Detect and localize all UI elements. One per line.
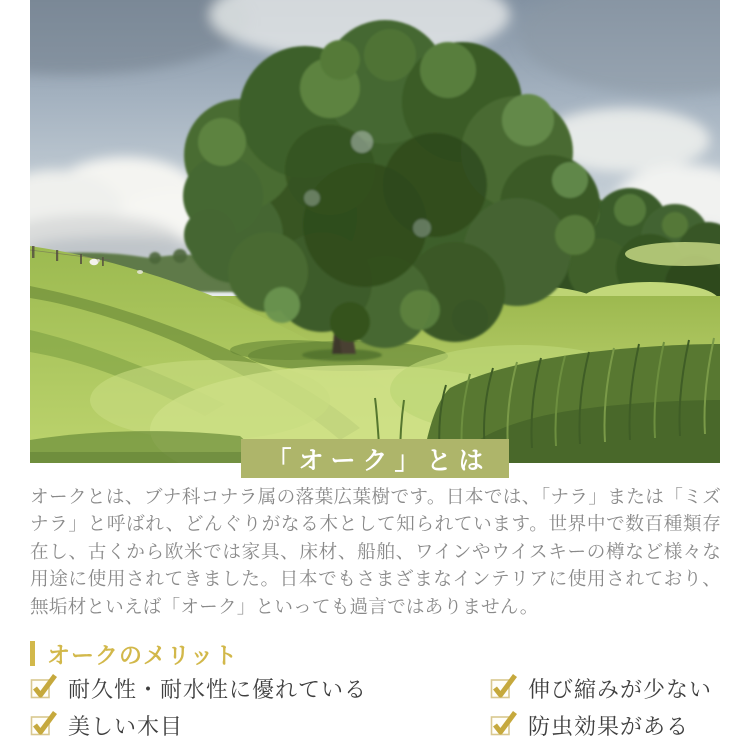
checkbox-check-icon (30, 672, 58, 700)
merit-item (490, 673, 722, 704)
merit-item-label: 伸び縮みが少ない (528, 677, 713, 702)
merit-item-label: 防虫効果がある (528, 714, 690, 739)
oak-tree-photo-illustration (30, 0, 720, 463)
oak-tree-photo (30, 0, 720, 463)
checkbox-check-icon (30, 709, 58, 737)
checkbox-check-icon (490, 672, 518, 700)
merits-list (30, 673, 722, 741)
merit-item-label: 耐久性・耐水性に優れている (68, 677, 368, 702)
merits-heading-text: オークのメリット (47, 642, 239, 668)
heading-accent-bar (30, 641, 35, 666)
checkbox-check-icon (490, 709, 518, 737)
merits-heading (30, 637, 238, 670)
oak-description-text: オークとは、ブナ科コナラ属の落葉広葉樹です。日本では、「ナラ」または「ミズナラ」と呼ばれ、どんぐりがなる木として知られています。世界中で数百種類存在し、古くから欧米では家具、床材、船舶、ワインやウイスキーの樽など様々な用途に使用されてきました。日本でもさまざまなインテリアに使用されており、無垢材といえば「オーク」といっても過言ではありません。 (30, 486, 721, 617)
section-label (241, 439, 509, 478)
merit-item (30, 710, 490, 741)
section-label-text: 「オーク」とは (266, 447, 491, 475)
merit-item-label: 美しい木目 (68, 714, 184, 739)
merit-item (30, 673, 490, 704)
merit-item (490, 710, 722, 741)
